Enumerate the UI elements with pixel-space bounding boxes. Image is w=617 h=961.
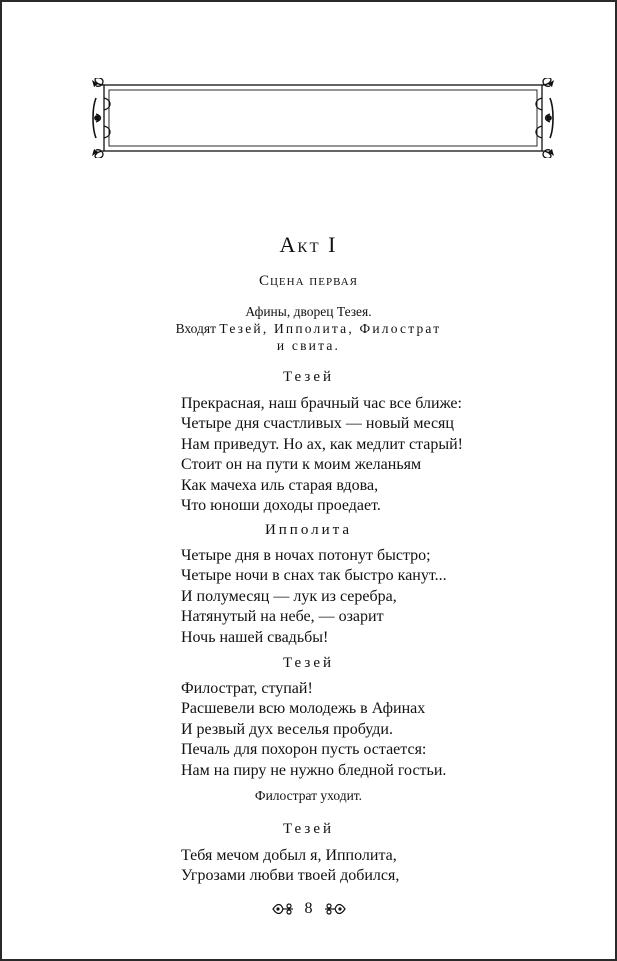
verse-line: И резвый дух веселья пробуди.	[181, 720, 393, 738]
speaker-name: Тезей	[282, 655, 335, 671]
verse-line: Что юноши доходы проедает.	[181, 497, 381, 515]
act-numeral: I	[328, 232, 338, 257]
verse-line: И полумесяц — лук из серебра,	[181, 587, 397, 605]
enter-verb: Входят	[175, 321, 217, 336]
speaker-name: Тезей	[282, 369, 335, 385]
verse-line: Ночь нашей свадьбы!	[181, 628, 329, 646]
verse-line: Угрозами любви твоей добился,	[181, 867, 400, 885]
verse-block	[181, 846, 601, 887]
verse-line: Четыре дня счастливых — новый месяц	[181, 415, 454, 433]
act-title	[0, 232, 617, 258]
folio	[0, 898, 617, 920]
verse-line: Прекрасная, наш брачный час все ближе:	[181, 395, 462, 412]
enter-names: Тезей, Ипполита, Филострат	[219, 321, 442, 336]
fleuron-icon	[323, 901, 347, 917]
ornamental-frame-icon	[90, 78, 556, 158]
stage-exit: Филострат уходит.	[254, 788, 363, 803]
verse-line: Печаль для похорон пусть остается:	[181, 741, 427, 759]
speaker-name: Ипполита	[264, 522, 353, 538]
verse-block	[181, 546, 601, 648]
verse-line: Стоит он на пути к моим желаньям	[181, 456, 422, 474]
verse-line: Как мачеха иль старая вдова,	[181, 476, 379, 494]
scene-title: Сцена первая	[258, 273, 358, 289]
stage-entrance	[0, 320, 617, 337]
stage-setting: Афины, дворец Тезея.	[245, 304, 372, 319]
speaker-name: Тезей	[282, 821, 335, 837]
verse-line: Филострат, ступай!	[181, 680, 313, 697]
verse-line: Расшевели всю молодежь в Афинах	[181, 700, 426, 718]
verse-line: Четыре ночи в снах так быстро канут...	[181, 567, 447, 585]
verse-line: Тебя мечом добыл я, Ипполита,	[181, 847, 397, 864]
stage-entrance-retinue: и свита.	[276, 338, 341, 353]
page-number: 8	[304, 900, 313, 917]
verse-line: Нам на пиру не нужно бледной гостьи.	[181, 761, 447, 779]
verse-line: Четыре дня в ночах потонут быстро;	[181, 547, 431, 564]
fleuron-icon	[271, 901, 295, 917]
verse-line: Нам приведут. Но ах, как медлит старый!	[181, 435, 463, 453]
verse-block	[181, 394, 601, 516]
verse-line: Натянутый на небе, — озарит	[181, 608, 384, 626]
act-word: Акт	[279, 232, 321, 257]
verse-block	[181, 679, 601, 781]
